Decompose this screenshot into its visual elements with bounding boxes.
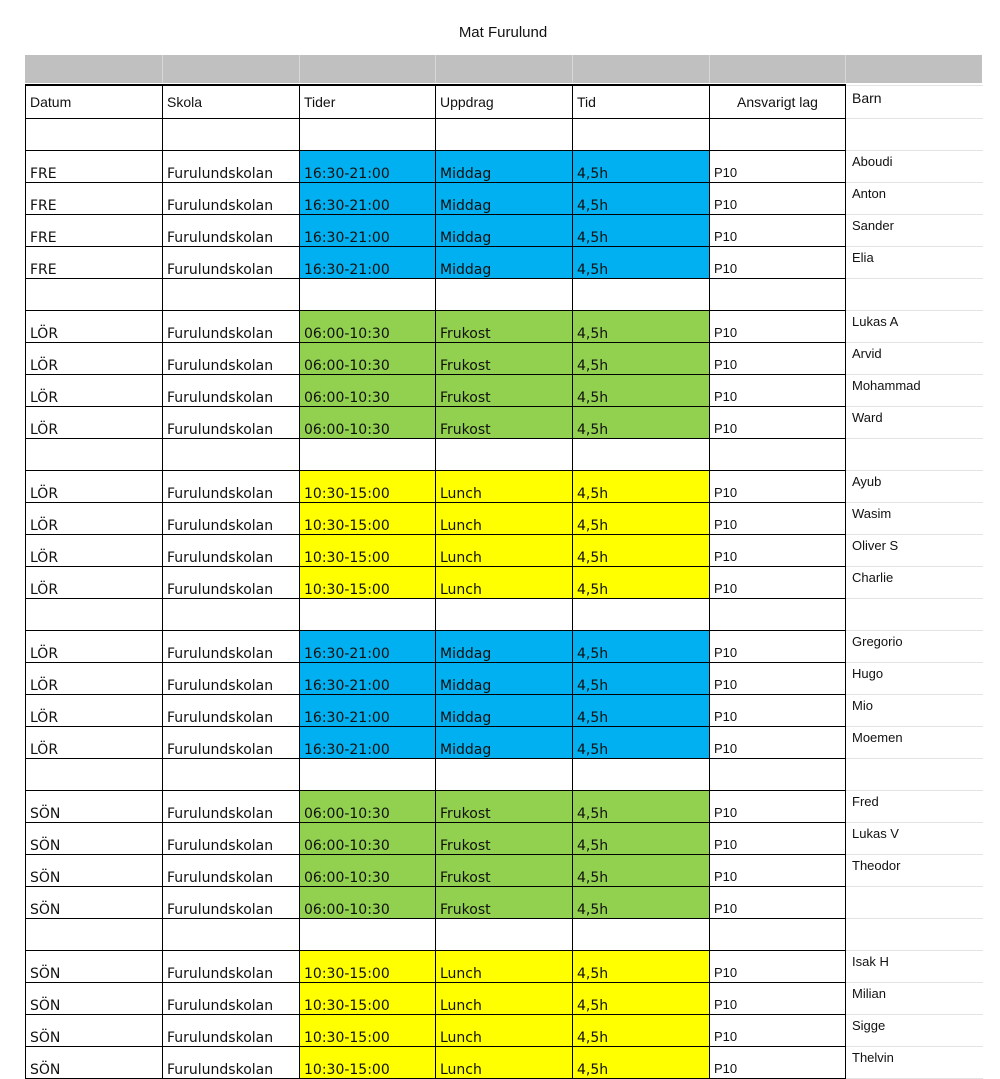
cell-tid: 4,5h (573, 982, 710, 1014)
spacer-row (26, 918, 983, 950)
cell-tid (573, 278, 710, 310)
cell-uppdrag (436, 438, 573, 470)
table-row (26, 310, 983, 342)
header-barn: Barn (846, 85, 983, 118)
cell-skola: Furulundskolan (163, 694, 300, 726)
cell-skola: Furulundskolan (163, 246, 300, 278)
table-row (26, 502, 983, 534)
cell-skola: Furulundskolan (163, 182, 300, 214)
cell-datum: LÖR (26, 566, 163, 598)
table-row (26, 566, 983, 598)
cell-skola: Furulundskolan (163, 886, 300, 918)
cell-datum: LÖR (26, 534, 163, 566)
cell-barn: Arvid (846, 342, 983, 374)
cell-skola: Furulundskolan (163, 726, 300, 758)
cell-tid: 4,5h (573, 662, 710, 694)
cell-tider: 16:30-21:00 (300, 726, 436, 758)
cell-datum: LÖR (26, 662, 163, 694)
cell-tid: 4,5h (573, 886, 710, 918)
cell-tid: 4,5h (573, 1014, 710, 1046)
cell-skola: Furulundskolan (163, 470, 300, 502)
cell-skola: Furulundskolan (163, 662, 300, 694)
cell-datum: SÖN (26, 790, 163, 822)
cell-skola: Furulundskolan (163, 374, 300, 406)
cell-tid: 4,5h (573, 502, 710, 534)
cell-uppdrag: Lunch (436, 1046, 573, 1078)
cell-barn: Aboudi (846, 150, 983, 182)
cell-tid: 4,5h (573, 630, 710, 662)
spacer-row (26, 118, 983, 150)
cell-datum (26, 758, 163, 790)
cell-barn: Theodor (846, 854, 983, 886)
cell-lag: P10 (710, 726, 846, 758)
cell-barn: Ayub (846, 470, 983, 502)
cell-datum (26, 278, 163, 310)
table-row (26, 182, 983, 214)
table-row (26, 662, 983, 694)
cell-skola (163, 758, 300, 790)
document-title: Mat Furulund (458, 24, 548, 41)
cell-tider: 10:30-15:00 (300, 534, 436, 566)
cell-tider: 06:00-10:30 (300, 374, 436, 406)
cell-uppdrag (436, 118, 573, 150)
cell-tider: 06:00-10:30 (300, 342, 436, 374)
cell-datum: SÖN (26, 822, 163, 854)
cell-tider: 10:30-15:00 (300, 502, 436, 534)
cell-lag: P10 (710, 502, 846, 534)
cell-datum: FRE (26, 150, 163, 182)
cell-lag: P10 (710, 182, 846, 214)
cell-lag: P10 (710, 886, 846, 918)
cell-skola: Furulundskolan (163, 310, 300, 342)
cell-tider: 06:00-10:30 (300, 854, 436, 886)
cell-skola: Furulundskolan (163, 566, 300, 598)
cell-lag: P10 (710, 534, 846, 566)
cell-datum: LÖR (26, 630, 163, 662)
cell-tid: 4,5h (573, 694, 710, 726)
table-row (26, 406, 983, 438)
cell-skola: Furulundskolan (163, 406, 300, 438)
table-row (26, 822, 983, 854)
cell-tider: 10:30-15:00 (300, 470, 436, 502)
cell-tider (300, 918, 436, 950)
cell-skola: Furulundskolan (163, 630, 300, 662)
header-row (26, 85, 983, 118)
cell-barn: Gregorio (846, 630, 983, 662)
cell-tider: 16:30-21:00 (300, 182, 436, 214)
cell-tid: 4,5h (573, 790, 710, 822)
spacer-row (26, 758, 983, 790)
cell-tid (573, 598, 710, 630)
header-tid: Tid (573, 85, 710, 118)
cell-tider: 06:00-10:30 (300, 822, 436, 854)
table-row (26, 1014, 983, 1046)
cell-tid: 4,5h (573, 854, 710, 886)
cell-datum (26, 598, 163, 630)
cell-lag: P10 (710, 630, 846, 662)
cell-datum: SÖN (26, 886, 163, 918)
cell-skola: Furulundskolan (163, 1046, 300, 1078)
cell-lag: P10 (710, 566, 846, 598)
cell-uppdrag: Lunch (436, 502, 573, 534)
table-row (26, 246, 983, 278)
cell-skola (163, 918, 300, 950)
cell-uppdrag: Middag (436, 662, 573, 694)
cell-tider: 10:30-15:00 (300, 1046, 436, 1078)
cell-tid: 4,5h (573, 310, 710, 342)
cell-tid: 4,5h (573, 214, 710, 246)
spacer-row (26, 438, 983, 470)
header-tider: Tider (300, 85, 436, 118)
cell-tider: 10:30-15:00 (300, 982, 436, 1014)
cell-tid (573, 118, 710, 150)
cell-barn: Mohammad (846, 374, 983, 406)
cell-tid: 4,5h (573, 406, 710, 438)
cell-lag (710, 278, 846, 310)
cell-tid: 4,5h (573, 822, 710, 854)
schedule-table (25, 84, 983, 1079)
cell-tider: 06:00-10:30 (300, 406, 436, 438)
cell-skola: Furulundskolan (163, 790, 300, 822)
table-row (26, 374, 983, 406)
cell-datum: SÖN (26, 950, 163, 982)
cell-tid: 4,5h (573, 566, 710, 598)
cell-datum: SÖN (26, 854, 163, 886)
cell-lag: P10 (710, 150, 846, 182)
header-band (25, 55, 982, 83)
cell-uppdrag: Frukost (436, 854, 573, 886)
cell-uppdrag: Middag (436, 150, 573, 182)
cell-barn (846, 438, 983, 470)
cell-tid: 4,5h (573, 470, 710, 502)
cell-skola: Furulundskolan (163, 150, 300, 182)
cell-uppdrag: Frukost (436, 886, 573, 918)
cell-barn: Charlie (846, 566, 983, 598)
cell-uppdrag: Middag (436, 214, 573, 246)
cell-tid: 4,5h (573, 726, 710, 758)
cell-lag: P10 (710, 854, 846, 886)
cell-tider: 06:00-10:30 (300, 886, 436, 918)
cell-tider: 16:30-21:00 (300, 662, 436, 694)
cell-barn: Lukas V (846, 822, 983, 854)
cell-uppdrag: Lunch (436, 566, 573, 598)
cell-barn: Lukas A (846, 310, 983, 342)
cell-skola: Furulundskolan (163, 502, 300, 534)
table-row (26, 534, 983, 566)
cell-datum: LÖR (26, 470, 163, 502)
cell-barn: Sander (846, 214, 983, 246)
cell-datum: LÖR (26, 406, 163, 438)
cell-uppdrag (436, 278, 573, 310)
cell-lag: P10 (710, 342, 846, 374)
cell-datum: FRE (26, 246, 163, 278)
table-row (26, 950, 983, 982)
cell-tider: 10:30-15:00 (300, 566, 436, 598)
cell-skola (163, 278, 300, 310)
cell-datum (26, 118, 163, 150)
cell-skola: Furulundskolan (163, 534, 300, 566)
cell-uppdrag: Middag (436, 630, 573, 662)
cell-lag (710, 598, 846, 630)
cell-tid (573, 758, 710, 790)
cell-tid: 4,5h (573, 246, 710, 278)
cell-tider: 10:30-15:00 (300, 1014, 436, 1046)
cell-uppdrag (436, 598, 573, 630)
cell-lag (710, 918, 846, 950)
cell-lag: P10 (710, 1014, 846, 1046)
cell-uppdrag: Middag (436, 182, 573, 214)
cell-skola (163, 598, 300, 630)
cell-uppdrag: Frukost (436, 790, 573, 822)
cell-barn: Wasim (846, 502, 983, 534)
table-row (26, 150, 983, 182)
cell-tider: 06:00-10:30 (300, 310, 436, 342)
cell-tid: 4,5h (573, 374, 710, 406)
cell-barn: Ward (846, 406, 983, 438)
cell-tider (300, 598, 436, 630)
cell-uppdrag: Middag (436, 246, 573, 278)
cell-uppdrag: Lunch (436, 1014, 573, 1046)
cell-datum: LÖR (26, 310, 163, 342)
cell-skola: Furulundskolan (163, 822, 300, 854)
table-row (26, 470, 983, 502)
cell-lag: P10 (710, 246, 846, 278)
cell-lag: P10 (710, 822, 846, 854)
header-skola: Skola (163, 85, 300, 118)
cell-tider: 16:30-21:00 (300, 246, 436, 278)
table-row (26, 1046, 983, 1078)
cell-skola (163, 438, 300, 470)
cell-barn: Mio (846, 694, 983, 726)
cell-datum (26, 438, 163, 470)
cell-tid: 4,5h (573, 950, 710, 982)
cell-skola: Furulundskolan (163, 982, 300, 1014)
cell-tider: 10:30-15:00 (300, 950, 436, 982)
cell-tider (300, 438, 436, 470)
cell-lag (710, 118, 846, 150)
cell-lag: P10 (710, 790, 846, 822)
cell-datum: LÖR (26, 502, 163, 534)
cell-barn: Milian (846, 982, 983, 1014)
cell-barn: Hugo (846, 662, 983, 694)
cell-uppdrag: Middag (436, 694, 573, 726)
cell-barn (846, 886, 983, 918)
cell-lag (710, 438, 846, 470)
cell-uppdrag: Frukost (436, 406, 573, 438)
spacer-row (26, 598, 983, 630)
cell-tider: 16:30-21:00 (300, 150, 436, 182)
cell-tider (300, 118, 436, 150)
cell-datum: FRE (26, 214, 163, 246)
cell-uppdrag: Frukost (436, 822, 573, 854)
table-row (26, 694, 983, 726)
header-uppdrag: Uppdrag (436, 85, 573, 118)
cell-skola: Furulundskolan (163, 1014, 300, 1046)
table-row (26, 886, 983, 918)
cell-lag (710, 758, 846, 790)
cell-tid (573, 918, 710, 950)
cell-tid: 4,5h (573, 150, 710, 182)
cell-lag: P10 (710, 1046, 846, 1078)
cell-tider: 16:30-21:00 (300, 214, 436, 246)
cell-skola: Furulundskolan (163, 854, 300, 886)
cell-barn (846, 118, 983, 150)
table-row (26, 982, 983, 1014)
cell-barn: Isak H (846, 950, 983, 982)
cell-uppdrag: Frukost (436, 310, 573, 342)
cell-uppdrag: Frukost (436, 342, 573, 374)
cell-uppdrag (436, 918, 573, 950)
table-row (26, 214, 983, 246)
cell-uppdrag: Lunch (436, 982, 573, 1014)
cell-lag: P10 (710, 694, 846, 726)
cell-uppdrag: Frukost (436, 374, 573, 406)
table-row (26, 854, 983, 886)
cell-tider: 06:00-10:30 (300, 790, 436, 822)
cell-datum (26, 918, 163, 950)
cell-lag: P10 (710, 662, 846, 694)
cell-lag: P10 (710, 214, 846, 246)
cell-tid (573, 438, 710, 470)
cell-barn: Thelvin (846, 1046, 983, 1078)
cell-uppdrag: Lunch (436, 534, 573, 566)
cell-tider (300, 278, 436, 310)
cell-tider: 16:30-21:00 (300, 630, 436, 662)
cell-barn: Anton (846, 182, 983, 214)
cell-tid: 4,5h (573, 534, 710, 566)
cell-barn: Moemen (846, 726, 983, 758)
cell-datum: LÖR (26, 726, 163, 758)
cell-datum: LÖR (26, 374, 163, 406)
table-row (26, 630, 983, 662)
cell-tid: 4,5h (573, 182, 710, 214)
cell-barn (846, 918, 983, 950)
cell-datum: SÖN (26, 1014, 163, 1046)
cell-skola: Furulundskolan (163, 950, 300, 982)
cell-lag: P10 (710, 950, 846, 982)
cell-uppdrag (436, 758, 573, 790)
cell-barn: Elia (846, 246, 983, 278)
cell-datum: SÖN (26, 1046, 163, 1078)
cell-uppdrag: Middag (436, 726, 573, 758)
cell-uppdrag: Lunch (436, 470, 573, 502)
cell-skola (163, 118, 300, 150)
cell-tid: 4,5h (573, 1046, 710, 1078)
cell-tid: 4,5h (573, 342, 710, 374)
cell-lag: P10 (710, 982, 846, 1014)
cell-lag: P10 (710, 310, 846, 342)
header-ansvarigt-lag: Ansvarigt lag (710, 85, 846, 118)
table-row (26, 726, 983, 758)
cell-tider: 16:30-21:00 (300, 694, 436, 726)
cell-lag: P10 (710, 406, 846, 438)
spacer-row (26, 278, 983, 310)
cell-barn: Sigge (846, 1014, 983, 1046)
table-row (26, 790, 983, 822)
header-datum: Datum (26, 85, 163, 118)
cell-barn: Fred (846, 790, 983, 822)
cell-barn (846, 278, 983, 310)
cell-uppdrag: Lunch (436, 950, 573, 982)
cell-datum: LÖR (26, 342, 163, 374)
cell-lag: P10 (710, 470, 846, 502)
cell-barn: Oliver S (846, 534, 983, 566)
cell-datum: FRE (26, 182, 163, 214)
cell-tider (300, 758, 436, 790)
cell-skola: Furulundskolan (163, 342, 300, 374)
cell-datum: SÖN (26, 982, 163, 1014)
cell-datum: LÖR (26, 694, 163, 726)
cell-barn (846, 598, 983, 630)
cell-skola: Furulundskolan (163, 214, 300, 246)
cell-lag: P10 (710, 374, 846, 406)
cell-barn (846, 758, 983, 790)
table-row (26, 342, 983, 374)
